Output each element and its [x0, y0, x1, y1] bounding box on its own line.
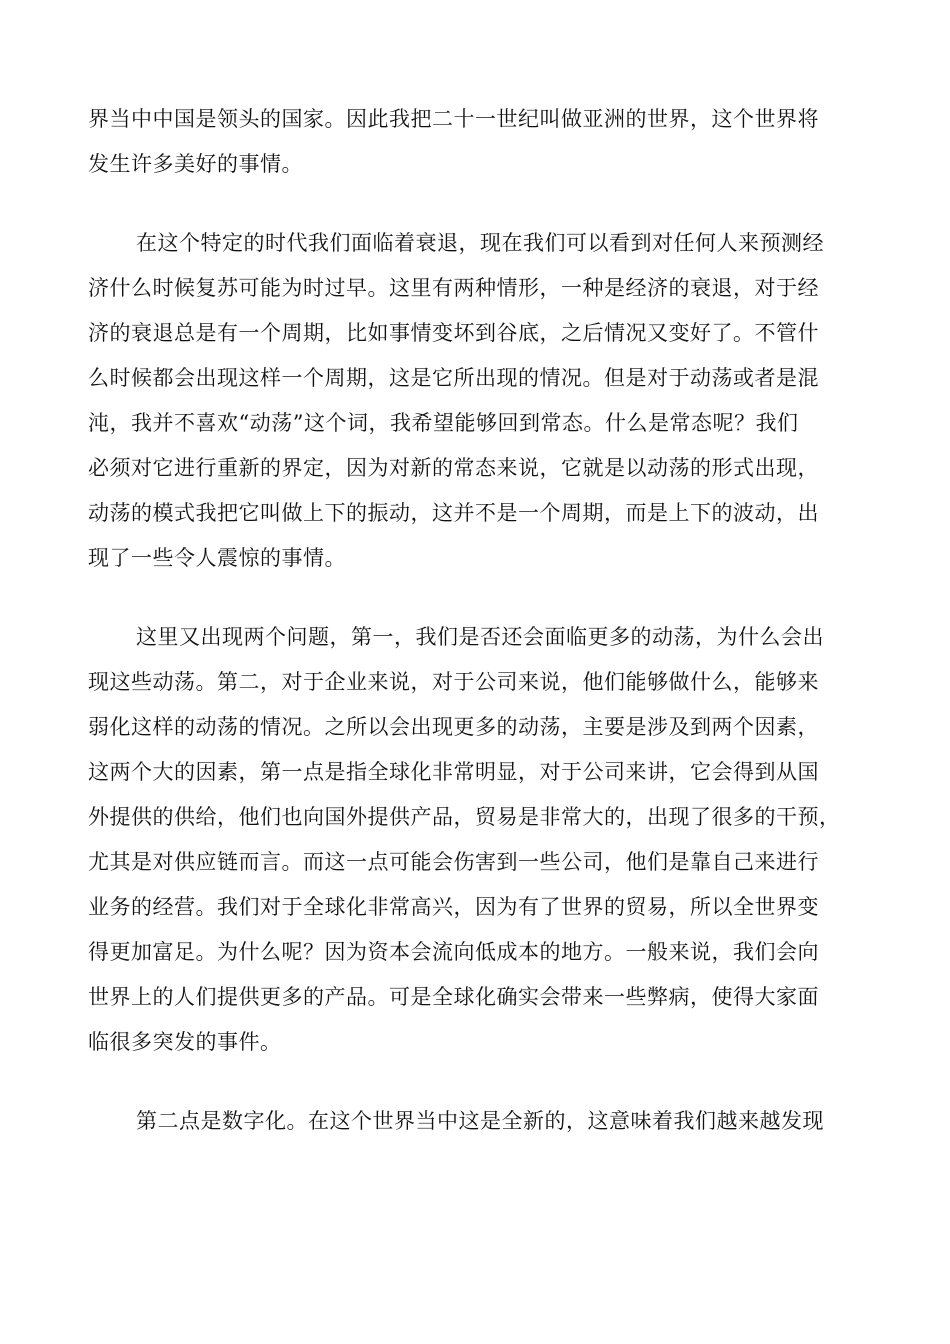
paragraph-1-line-1: 界当中中国是领头的国家。因此我把二十一世纪叫做亚洲的世界，这个世界将 [88, 107, 819, 131]
paragraph-2-line-1: 在这个特定的时代我们面临着衰退，现在我们可以看到对任何人来预测经 [136, 231, 824, 255]
paragraph-2-line-2: 济什么时候复苏可能为时过早。这里有两种情形，一种是经济的衰退，对于经 [88, 276, 819, 300]
paragraph-4-line-1: 第二点是数字化。在这个世界当中这是全新的，这意味着我们越来越发现 [136, 1109, 824, 1133]
paragraph-2-line-4: 么时候都会出现这样一个周期，这是它所出现的情况。但是对于动荡或者是混 [88, 366, 819, 390]
paragraph-3-line-5: 外提供的供给，他们也向国外提供产品，贸易是非常大的，出现了很多的干预， [88, 805, 841, 829]
paragraph-3-line-1: 这里又出现两个问题，第一，我们是否还会面临更多的动荡，为什么会出 [136, 625, 824, 649]
paragraph-3-line-6: 尤其是对供应链而言。而这一点可能会伤害到一些公司，他们是靠自己来进行 [88, 850, 819, 874]
paragraph-3-line-3: 弱化这样的动荡的情况。之所以会出现更多的动荡，主要是涉及到两个因素， [88, 715, 819, 739]
paragraph-2-line-7: 动荡的模式我把它叫做上下的振动，这并不是一个周期，而是上下的波动，出 [88, 501, 819, 525]
paragraph-3-line-2: 现这些动荡。第二，对于企业来说，对于公司来说，他们能够做什么，能够来 [88, 670, 819, 694]
paragraph-3-line-7: 业务的经营。我们对于全球化非常高兴，因为有了世界的贸易，所以全世界变 [88, 895, 819, 919]
paragraph-3-line-8: 得更加富足。为什么呢？因为资本会流向低成本的地方。一般来说，我们会向 [88, 940, 819, 964]
paragraph-3-line-10: 临很多突发的事件。 [88, 1030, 282, 1054]
paragraph-3-line-4: 这两个大的因素，第一点是指全球化非常明显，对于公司来讲，它会得到从国 [88, 760, 819, 784]
paragraph-2-line-8: 现了一些令人震惊的事情。 [88, 546, 346, 570]
paragraph-1-line-2: 发生许多美好的事情。 [88, 152, 303, 176]
paragraph-3-line-9: 世界上的人们提供更多的产品。可是全球化确实会带来一些弊病，使得大家面 [88, 985, 819, 1009]
paragraph-2-line-5: 沌，我并不喜欢“动荡”这个词，我希望能够回到常态。什么是常态呢？我们 [88, 411, 799, 435]
paragraph-2-line-6: 必须对它进行重新的界定，因为对新的常态来说，它就是以动荡的形式出现， [88, 456, 819, 480]
paragraph-2-line-3: 济的衰退总是有一个周期，比如事情变坏到谷底，之后情况又变好了。不管什 [88, 321, 819, 345]
